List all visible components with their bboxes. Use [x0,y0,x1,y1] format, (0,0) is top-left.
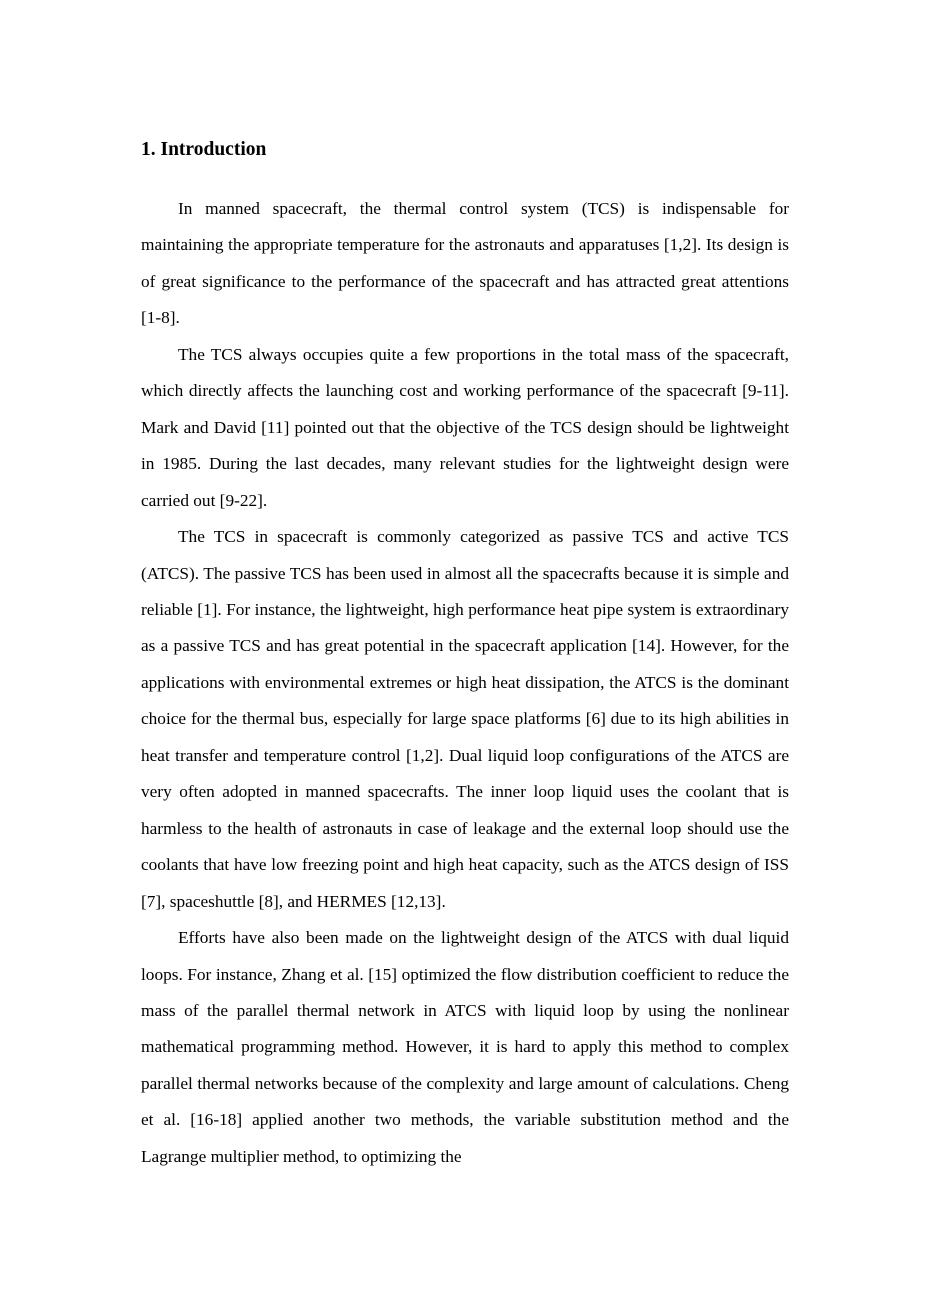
paragraph: The TCS in spacecraft is commonly categorized as passive TCS and active TCS (ATCS). The passive TCS has been used in almost all the spacecrafts because it is simple and reliable [1]. For instance, the lightweight, high performance heat pipe system is extraordinary as a passive TCS and has great potential in the spacecraft application [14]. However, for the applications with environmental extremes or high heat dissipation, the ATCS is the dominant choice for the thermal bus, especially for large space platforms [6] due to its high abilities in heat transfer and temperature control [1,2]. Dual liquid loop configurations of the ATCS are very often adopted in manned spacecrafts. The inner loop liquid uses the coolant that is harmless to the health of astronauts in case of leakage and the external loop should use the coolants that have low freezing point and high heat capacity, such as the ATCS design of ISS [7], spaceshuttle [8], and HERMES [12,13]. [141,527,789,911]
paragraph: The TCS always occupies quite a few proportions in the total mass of the spacecraft, which directly affects the launching cost and working performance of the spacecraft [9-11]. Mark and David [11] pointed out that the objective of the TCS design should be lightweight in 1985. During the last decades, many relevant studies for the lightweight design were carried out [9-22]. [141,344,789,510]
section-heading: 1. Introduction [141,139,267,160]
body-text [141,191,789,1175]
paragraph: Efforts have also been made on the lightweight design of the ATCS with dual liquid loops. For instance, Zhang et al. [15] optimized the flow distribution coefficient to reduce the mass of the parallel thermal network in ATCS with liquid loop by using the nonlinear mathematical programming method. However, it is hard to apply this method to complex parallel thermal networks because of the complexity and large amount of calculations. Cheng et al. [16-18] applied another two methods, the variable substitution method and the Lagrange multiplier method, to optimizing the [141,928,789,1166]
page-content [141,136,789,1175]
paragraph: In manned spacecraft, the thermal control system (TCS) is indispensable for maintaining the appropriate temperature for the astronauts and apparatuses [1,2]. Its design is of great significance to the performance of the spacecraft and has attracted great attentions [1-8]. [141,199,789,328]
